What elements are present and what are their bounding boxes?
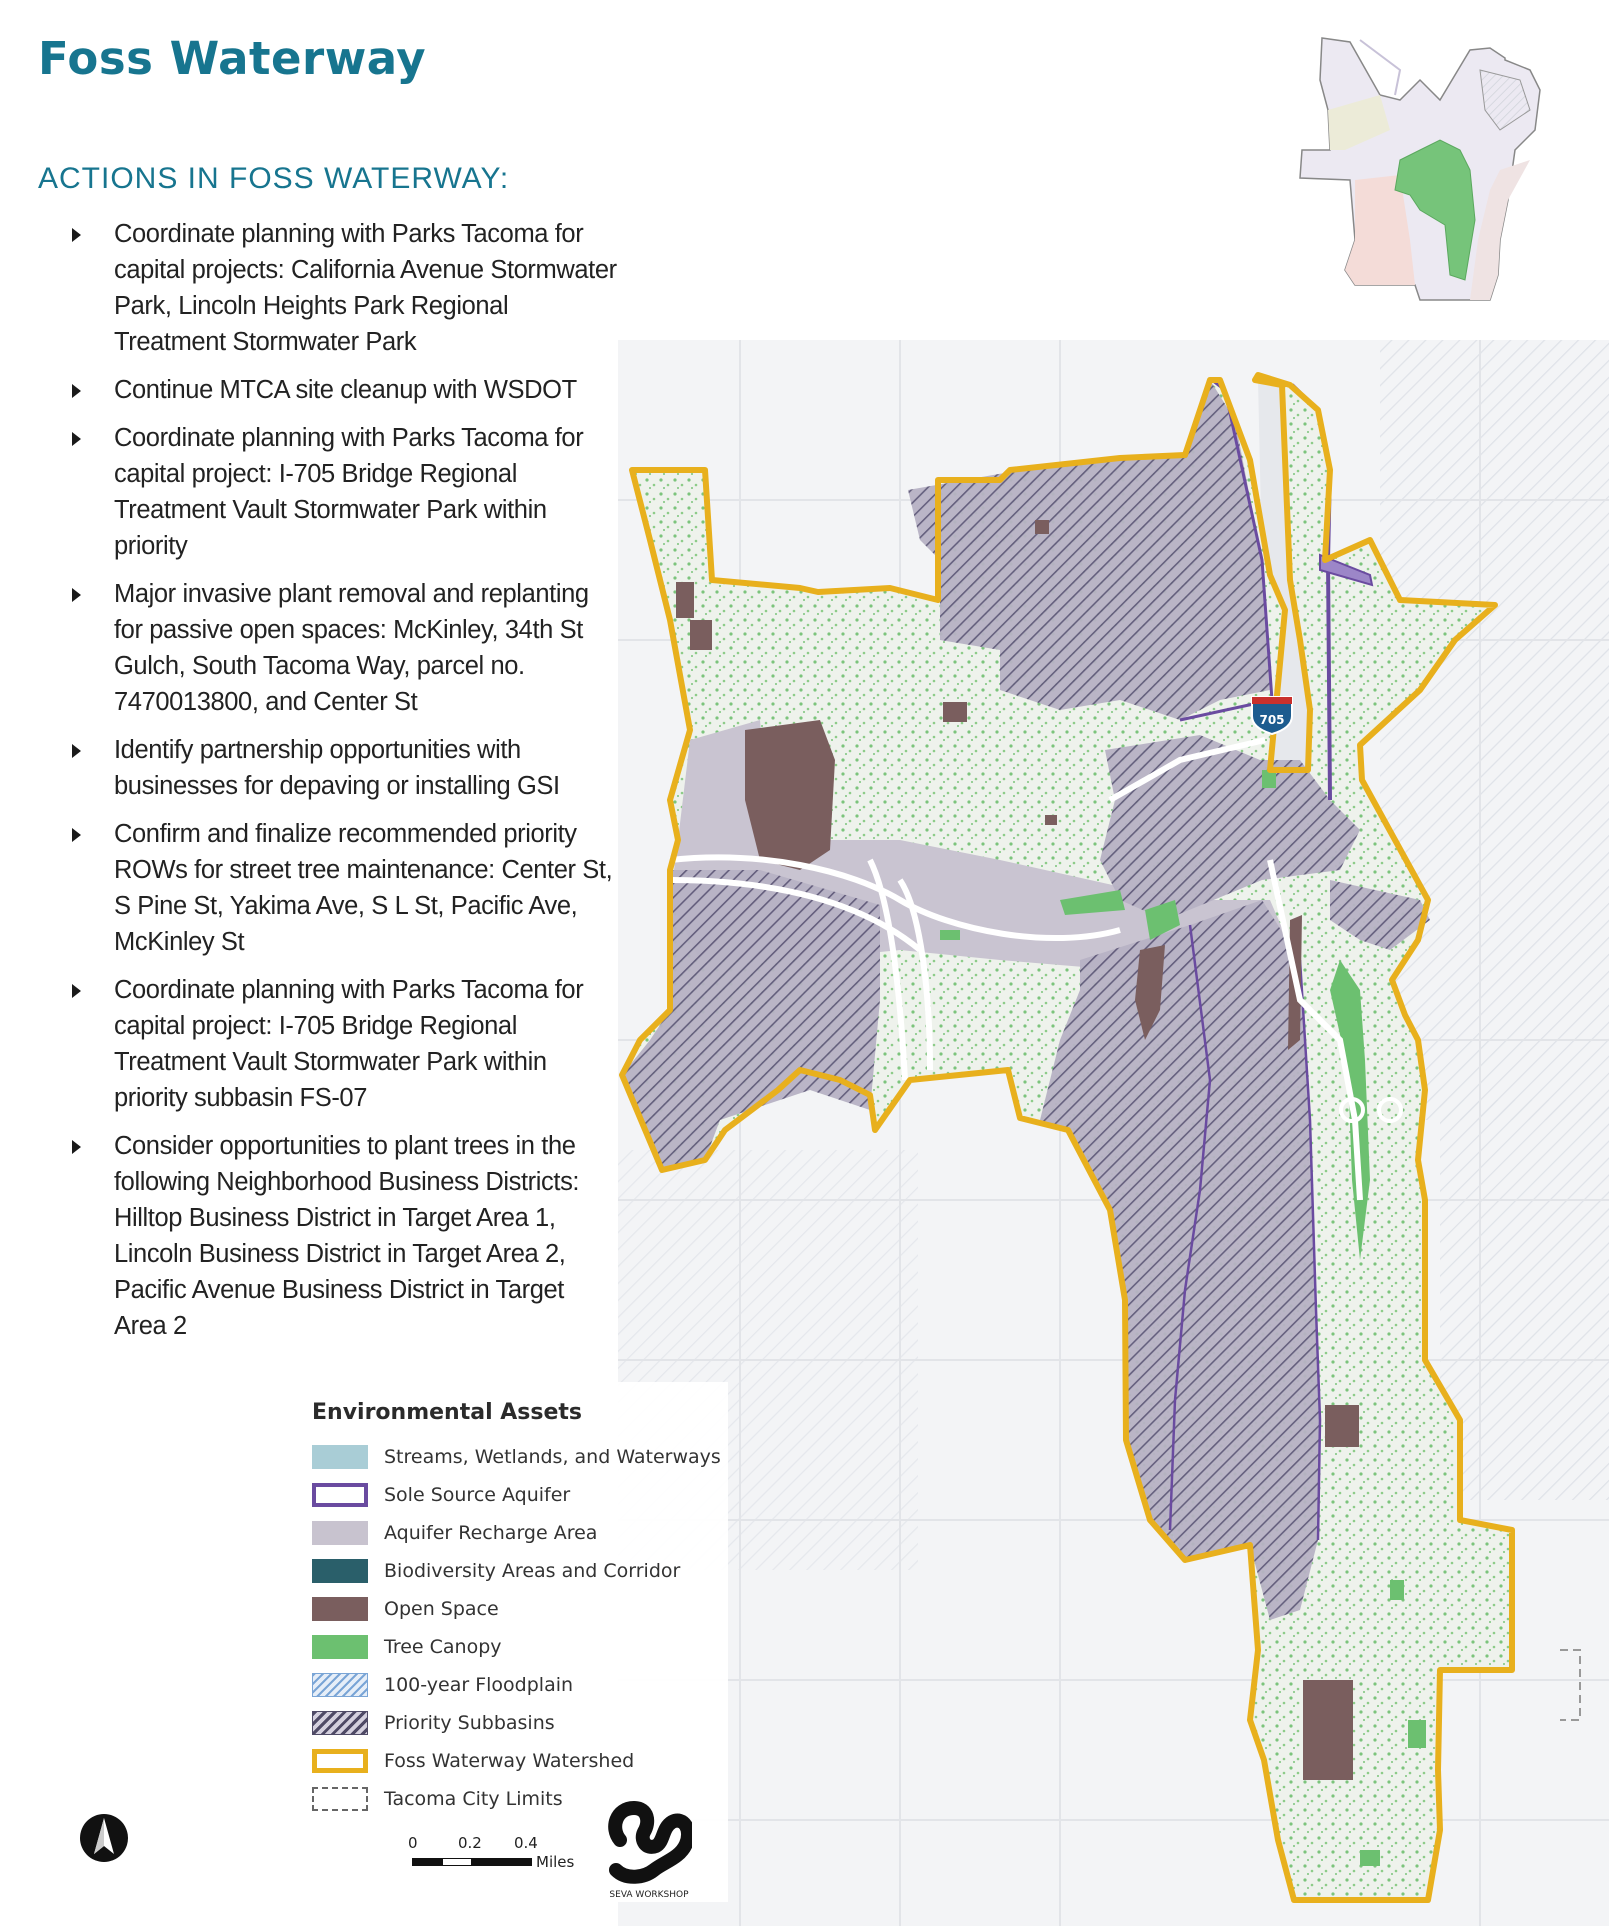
legend-label: Streams, Wetlands, and Waterways — [384, 1446, 721, 1468]
floodplain-swatch — [312, 1673, 368, 1697]
floodplain-area — [1440, 1100, 1609, 1500]
legend-item — [312, 1666, 721, 1704]
scale-segment — [412, 1858, 442, 1866]
tree-canopy-swatch — [312, 1635, 368, 1659]
highway-shield-label: 705 — [1259, 713, 1285, 727]
legend-label: Foss Waterway Watershed — [384, 1750, 635, 1772]
action-text: Confirm and finalize recommended priority ROWs for street tree maintenance: Center St, S Pine St, Yakima Ave, S L St, Pacific Ave, McKinley St — [114, 820, 613, 956]
floodplain-area — [1380, 340, 1609, 1120]
scale-tick-0: 0 — [408, 1834, 418, 1852]
stream-swatch — [312, 1445, 368, 1469]
legend-item — [312, 1438, 721, 1476]
legend-label: Tacoma City Limits — [384, 1788, 563, 1810]
biodiversity-swatch — [312, 1559, 368, 1583]
legend-label: Sole Source Aquifer — [384, 1484, 571, 1506]
scale-segment — [442, 1858, 472, 1866]
legend-item — [312, 1590, 721, 1628]
legend-item — [312, 1742, 721, 1780]
scale-bar — [408, 1834, 602, 1876]
action-text: Consider opportunities to plant trees in the following Neighborhood Business Districts: Hilltop Business District in Target Area 1, Lincoln Business District in Target Area 2, Pacific Avenue Business District in Target Area 2 — [114, 1132, 580, 1340]
city-limits-swatch — [312, 1787, 368, 1811]
locator-inset-map — [1300, 38, 1540, 300]
priority-subbasin-swatch — [312, 1711, 368, 1735]
action-text: Identify partnership opportunities with businesses for depaving or installing GSI — [114, 736, 560, 800]
open-space-swatch — [312, 1597, 368, 1621]
scale-segment — [472, 1858, 532, 1866]
sole-source-aquifer-swatch — [312, 1483, 368, 1507]
north-arrow-icon — [78, 1812, 130, 1864]
legend-item — [312, 1628, 721, 1666]
legend-item — [312, 1552, 721, 1590]
legend-label: Biodiversity Areas and Corridor — [384, 1560, 681, 1582]
legend-label: Priority Subbasins — [384, 1712, 555, 1734]
seva-workshop-credit: SEVA WORKSHOP — [609, 1890, 689, 1900]
scale-tick-1: 0.2 — [458, 1834, 482, 1852]
action-text: Coordinate planning with Parks Tacoma for capital project: I-705 Bridge Regional Treatment Vault Stormwater Park within priority subbasin FS-07 — [114, 976, 584, 1112]
action-text: Continue MTCA site cleanup with WSDOT — [114, 376, 577, 404]
watershed-swatch — [312, 1749, 368, 1773]
action-text: Major invasive plant removal and replanting for passive open spaces: McKinley, 34th St Gulch, South Tacoma Way, parcel no. 7470013800, and Center St — [114, 580, 589, 716]
action-text: Coordinate planning with Parks Tacoma for capital project: I-705 Bridge Regional Treatment Vault Stormwater Park within priority — [114, 424, 584, 560]
aquifer-recharge-swatch — [312, 1521, 368, 1545]
legend-label: Open Space — [384, 1598, 499, 1620]
actions-heading: ACTIONS IN FOSS WATERWAY: — [38, 162, 510, 195]
legend-label: Aquifer Recharge Area — [384, 1522, 598, 1544]
scale-tick-2: 0.4 — [514, 1834, 538, 1852]
page-title: Foss Waterway — [38, 32, 427, 85]
seva-workshop-logo-icon — [606, 1800, 692, 1888]
legend-item — [312, 1704, 721, 1742]
scale-unit: Miles — [536, 1853, 575, 1871]
legend-item — [312, 1514, 721, 1552]
legend-items — [312, 1438, 721, 1818]
legend-item — [312, 1476, 721, 1514]
legend-label: Tree Canopy — [384, 1636, 502, 1658]
legend-label: 100-year Floodplain — [384, 1674, 574, 1696]
action-text: Coordinate planning with Parks Tacoma for capital projects: California Avenue Stormwater Park, Lincoln Heights Park Regional Treatment Stormwater Park — [114, 220, 617, 356]
legend-title: Environmental Assets — [312, 1400, 583, 1425]
